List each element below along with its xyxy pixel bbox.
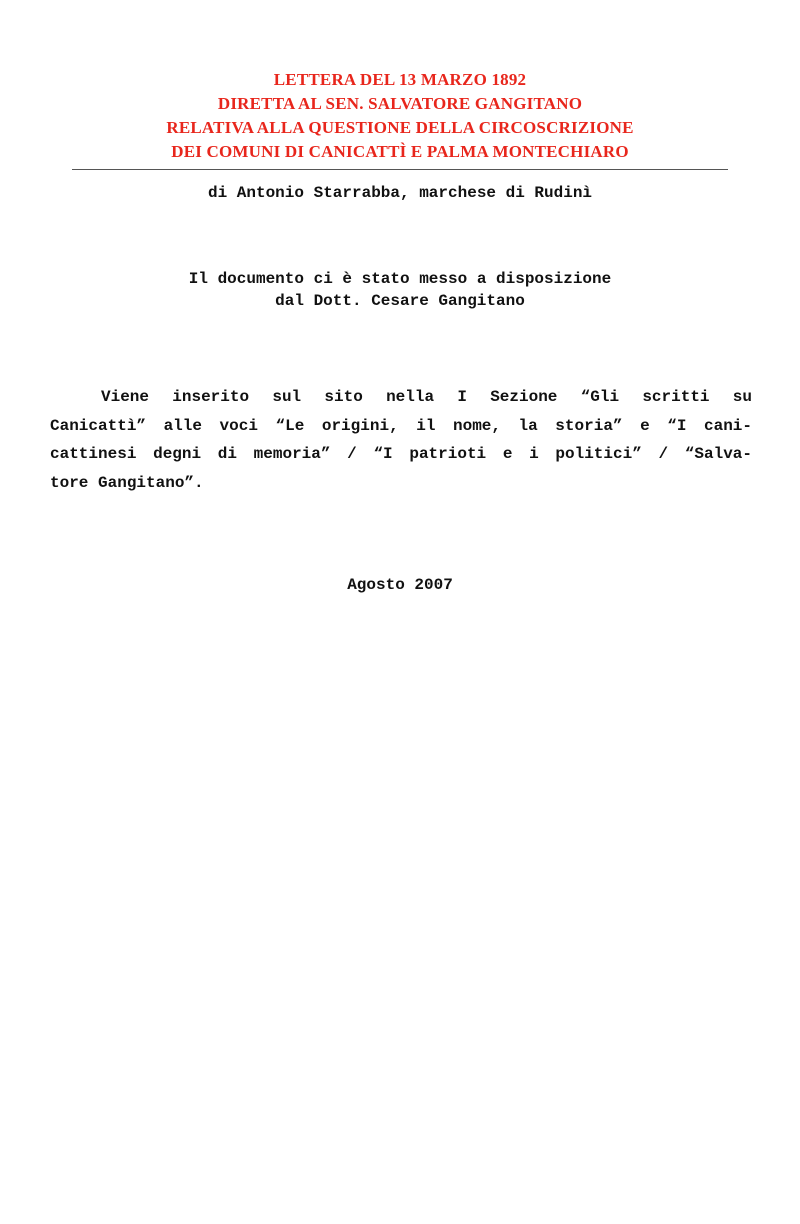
- source-line-2: dal Dott. Cesare Gangitano: [275, 292, 525, 310]
- author-line: di Antonio Starrabba, marchese di Rudinì: [207, 184, 593, 202]
- document-date: Agosto 2007: [347, 576, 453, 594]
- body-paragraph: [50, 383, 752, 497]
- title-line-4: DEI COMUNI DI CANICATTÌ E PALMA MONTECHIARO: [171, 142, 629, 161]
- body-line-1: Viene inserito sul sito nella I Sezione “Gli scritti su: [101, 388, 752, 406]
- source-note: [0, 268, 800, 312]
- title-line-2: DIRETTA AL SEN. SALVATORE GANGITANO: [217, 94, 583, 113]
- document-title: [0, 68, 800, 164]
- body-line-2: Canicattì” alle voci “Le origini, il nome, la storia” e “I cani-: [50, 416, 752, 435]
- title-divider: [72, 169, 728, 170]
- title-line-1: LETTERA DEL 13 MARZO 1892: [273, 70, 527, 89]
- source-line-1: Il documento ci è stato messo a disposizione: [188, 270, 612, 288]
- body-line-4: tore Gangitano”.: [50, 473, 204, 492]
- title-line-3: RELATIVA ALLA QUESTIONE DELLA CIRCOSCRIZIONE: [166, 118, 634, 137]
- body-line-3: cattinesi degni di memoria” / “I patrioti e i politici” / “Salva-: [50, 445, 752, 463]
